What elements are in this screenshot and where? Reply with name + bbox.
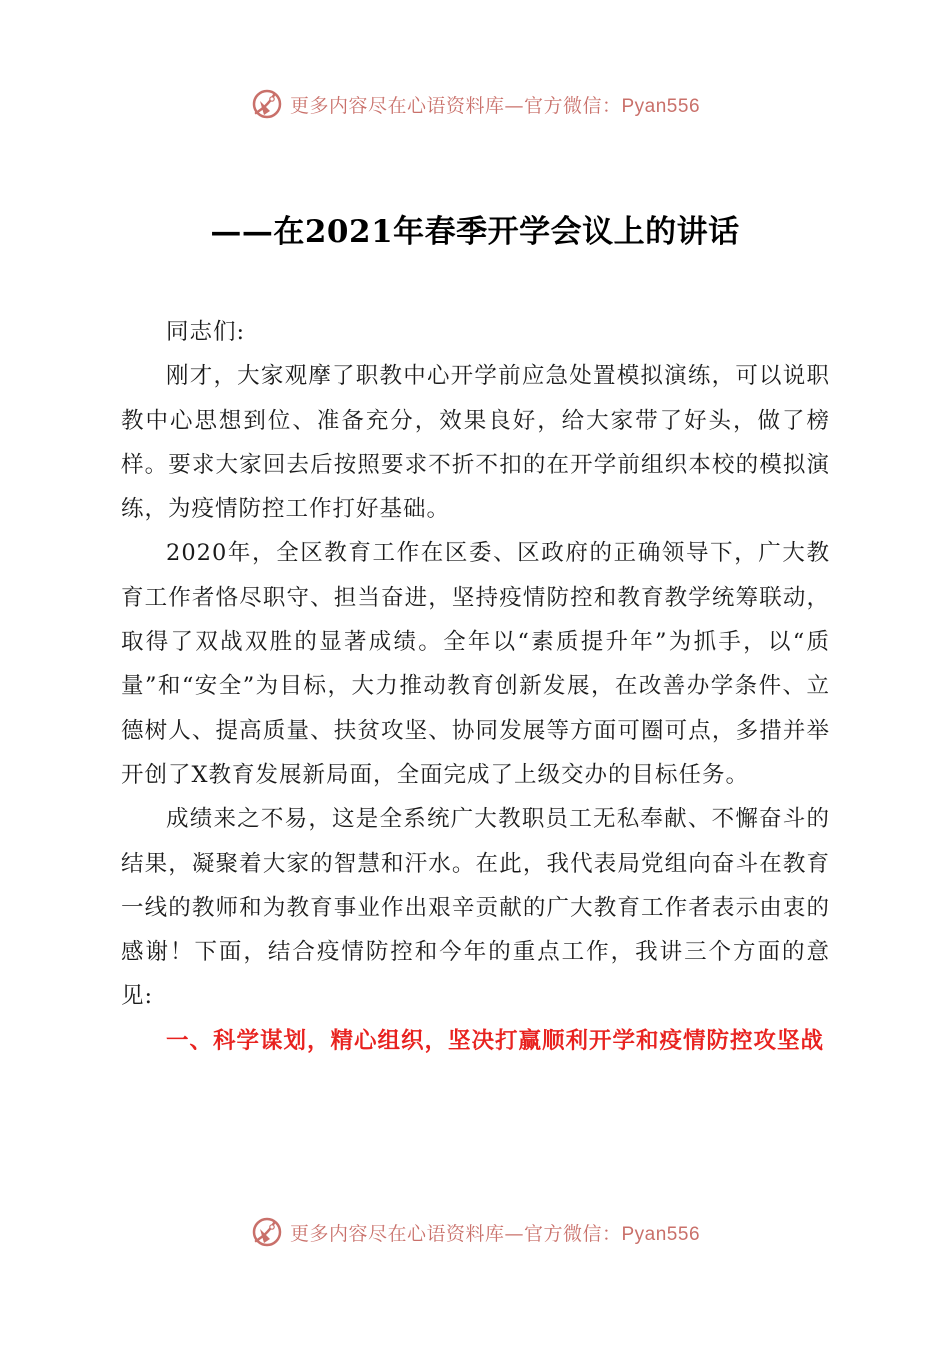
watermark-wechat-id: Pyan556 [621,95,701,117]
paragraph-2: 2020年，全区教育工作在区委、区政府的正确领导下，广大教育工作者恪尽职守、担当奋进，坚持疫情防控和教育教学统筹联动，取得了双战双胜的显著成绩。全年以“素质提升年”为抓手，以“质量”和“安全”为目标，大力推动教育创新发展，在改善办学条件、立德树人、提高质量、扶贫攻坚、协同发展等方面可圈可点，多措并举开创了X教育发展新局面，全面完成了上级交办的目标任务。 [121,540,830,788]
watermark-text [290,91,700,118]
pen-nib-circle-icon [250,87,284,121]
watermark-text [290,1219,700,1246]
header-watermark [0,84,950,124]
salutation: 同志们: [166,319,246,345]
watermark-wechat-id: Pyan556 [621,1223,701,1245]
paragraph-3: 成绩来之不易，这是全系统广大教职员工无私奉献、不懈奋斗的结果，凝聚着大家的智慧和汗水。在此，我代表局党组向奋斗在教育一线的教师和为教育事业作出艰辛贡献的广大教育工作者表示由衷的感谢！下面，结合疫情防控和今年的重点工作，我讲三个方面的意见: [121,806,830,1010]
page-title: ——在2021年春季开学会议上的讲话 [210,214,740,250]
document-body [121,310,830,1063]
pen-nib-circle-icon [250,1215,284,1249]
watermark-label: 更多内容尽在心语资料库—官方微信： [289,94,622,117]
watermark-label: 更多内容尽在心语资料库—官方微信： [289,1222,622,1245]
paragraph-1: 刚才，大家观摩了职教中心开学前应急处置模拟演练，可以说职教中心思想到位、准备充分，效果良好，给大家带了好头，做了榜样。要求大家回去后按照要求不折不扣的在开学前组织本校的模拟演练，为疫情防控工作打好基础。 [121,363,830,523]
footer-watermark [0,1212,950,1252]
section-heading-1: 一、科学谋划，精心组织，坚决打赢顺利开学和疫情防控攻坚战 [166,1027,825,1054]
